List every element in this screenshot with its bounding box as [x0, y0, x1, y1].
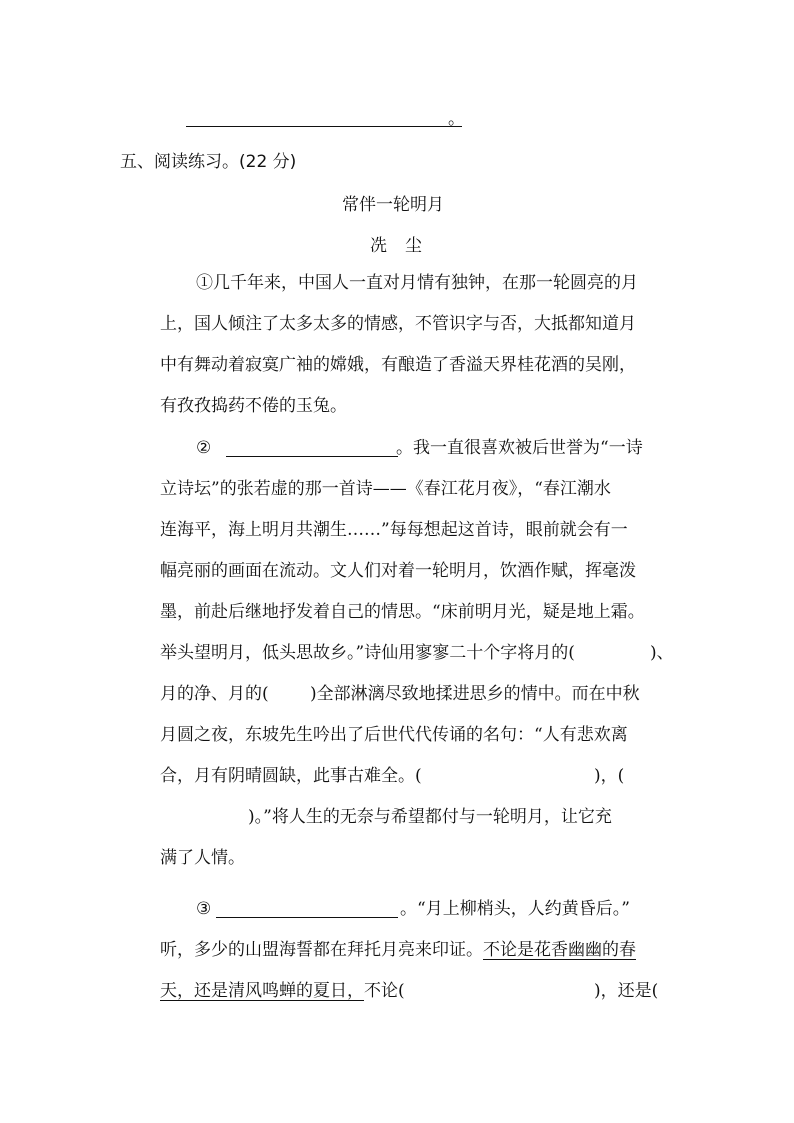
article-author: 冼尘	[370, 236, 440, 256]
p3-line-1-rest: 。“月上柳梢头，人约黄昏后。”	[400, 899, 630, 919]
p2-marker: ②	[196, 438, 212, 458]
top-answer-blank[interactable]	[186, 110, 462, 127]
p3-line-2-plain: 听，多少的山盟海誓都在拜托月亮来印证。	[160, 940, 483, 960]
article-title: 常伴一轮明月	[342, 195, 444, 215]
p2-line-5: 墨，前赴后继地抒发着自己的情思。“床前明月光，疑是地上霜。	[160, 602, 645, 622]
p2-line-3: 连海平，海上明月共潮生……”每每想起这首诗，眼前就会有一	[160, 520, 628, 540]
top-answer-period: 。	[448, 109, 465, 129]
p2-line-1-rest: 。我一直很喜欢被后世誉为“一诗	[396, 438, 643, 458]
p2-line-11: 满了人情。	[160, 848, 245, 868]
p2-line-2: 立诗坛”的张若虚的那一首诗——《春江花月夜》，“春江潮水	[160, 479, 611, 499]
p3-line-3	[160, 980, 405, 1002]
p3-marker: ③	[196, 899, 212, 919]
p2-line-7b: )全部淋漓尽致地揉进思乡的情中。而在中秋	[310, 684, 640, 704]
p2-line-10: )。”将人生的无奈与希望都付与一轮明月，让它充	[248, 807, 612, 827]
p1-line-3: 中有舞动着寂寞广袖的嫦娥，有酿造了香溢天界桂花酒的吴刚，	[160, 355, 636, 375]
p2-line-9b: )，(	[594, 766, 625, 786]
section-heading: 五、阅读练习。(22 分)	[120, 152, 297, 172]
p3-answer-blank[interactable]	[216, 901, 398, 918]
p2-line-9a: 合，月有阴晴圆缺，此事古难全。(	[160, 766, 422, 786]
p3-line-2	[160, 939, 636, 961]
p2-line-6a: 举头望明月，低头思故乡。”诗仙用寥寥二十个字将月的(	[160, 643, 575, 663]
p3-line-3-underlined: 天，还是清风鸣蝉的夏日，	[160, 981, 364, 1001]
p2-line-4: 幅亮丽的画面在流动。文人们对着一轮明月，饮酒作赋，挥毫泼	[160, 561, 636, 581]
p2-line-8: 月圆之夜，东坡先生吟出了后世代代传诵的名句：“人有悲欢离	[160, 725, 628, 745]
p2-line-7a: 月的净、月的(	[160, 684, 269, 704]
p3-line-3-a: 不论(	[364, 981, 405, 1001]
p1-line-2: 上，国人倾注了太多太多的情感，不管识字与否，大抵都知道月	[160, 314, 636, 334]
p1-line-4: 有孜孜捣药不倦的玉兔。	[160, 396, 347, 416]
p2-line-6b: )、	[650, 643, 674, 663]
p3-line-2-underlined: 不论是花香幽幽的春	[483, 940, 636, 960]
p1-line-1: ①几千年来，中国人一直对月情有独钟，在那一轮圆亮的月	[196, 273, 638, 293]
p2-answer-blank[interactable]	[226, 440, 398, 457]
p3-line-3-b: )，还是(	[594, 981, 659, 1001]
